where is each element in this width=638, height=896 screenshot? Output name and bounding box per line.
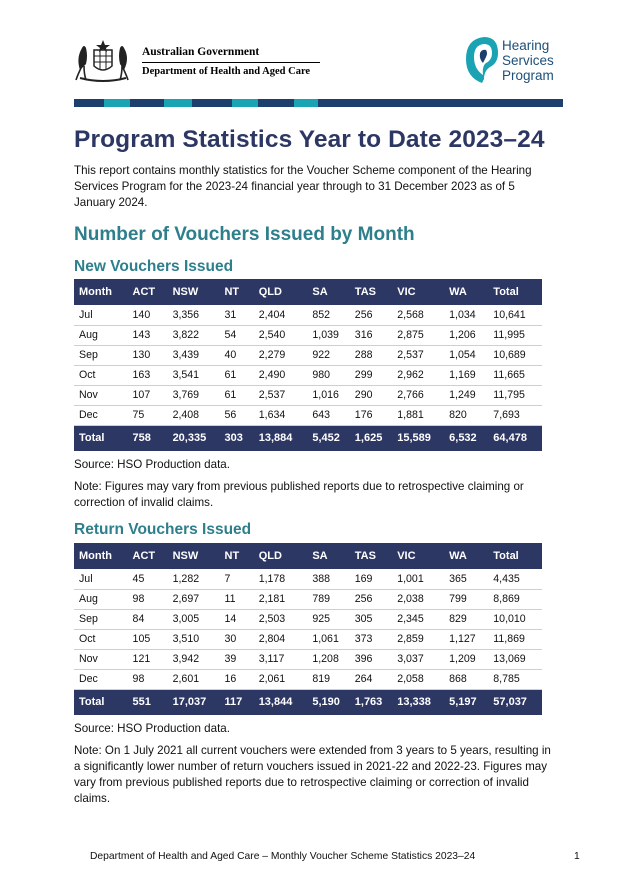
table-cell: 10,010 bbox=[488, 609, 542, 629]
table-cell: 31 bbox=[219, 305, 253, 325]
page-number: 1 bbox=[574, 851, 580, 862]
table-cell: 922 bbox=[307, 345, 349, 365]
table-cell: 365 bbox=[444, 569, 488, 589]
table-cell: 61 bbox=[219, 385, 253, 405]
table-cell: 2,568 bbox=[392, 305, 444, 325]
column-header: WA bbox=[444, 543, 488, 569]
table-cell: 10,641 bbox=[488, 305, 542, 325]
column-header: QLD bbox=[254, 279, 308, 305]
total-cell: 5,197 bbox=[444, 689, 488, 715]
table-cell: 316 bbox=[350, 325, 392, 345]
new-vouchers-table bbox=[74, 279, 542, 451]
total-cell: 13,338 bbox=[392, 689, 444, 715]
table-cell: 2,962 bbox=[392, 365, 444, 385]
table-cell: 1,034 bbox=[444, 305, 488, 325]
table-cell: Dec bbox=[74, 405, 128, 425]
table-cell: 7,693 bbox=[488, 405, 542, 425]
color-bar-segment bbox=[104, 99, 130, 107]
table-cell: 45 bbox=[128, 569, 168, 589]
table-cell: Aug bbox=[74, 325, 128, 345]
column-header: TAS bbox=[350, 279, 392, 305]
table-cell: 107 bbox=[128, 385, 168, 405]
column-header: Total bbox=[488, 279, 542, 305]
table-cell: 2,766 bbox=[392, 385, 444, 405]
table-cell: 3,439 bbox=[168, 345, 220, 365]
footer-text: Department of Health and Aged Care – Monthly Voucher Scheme Statistics 2023–24 bbox=[90, 851, 476, 862]
table-cell: 819 bbox=[307, 669, 349, 689]
color-bar-segment bbox=[164, 99, 192, 107]
table-cell: 820 bbox=[444, 405, 488, 425]
table-cell: 84 bbox=[128, 609, 168, 629]
table-cell: 1,061 bbox=[307, 629, 349, 649]
table-cell: 14 bbox=[220, 609, 254, 629]
table-cell: Oct bbox=[74, 365, 128, 385]
column-header: Total bbox=[488, 543, 542, 569]
table-cell: 1,054 bbox=[444, 345, 488, 365]
total-cell: 5,190 bbox=[307, 689, 349, 715]
table-cell: 3,356 bbox=[168, 305, 220, 325]
table-cell: 11,869 bbox=[488, 629, 542, 649]
table-cell: 290 bbox=[350, 385, 392, 405]
table-cell: 388 bbox=[307, 569, 349, 589]
hearing-services-logo-icon bbox=[462, 33, 502, 87]
table-header-row bbox=[74, 543, 542, 569]
table-cell: 2,503 bbox=[254, 609, 308, 629]
table-cell: 11,995 bbox=[488, 325, 542, 345]
intro-paragraph: This report contains monthly statistics for the Voucher Scheme component of the Hearing Services Program for the 2023-24 financial year through to 31 December 2023 as of 5 January 2024. bbox=[74, 164, 532, 209]
table-cell: 1,016 bbox=[307, 385, 349, 405]
total-cell: 1,763 bbox=[350, 689, 392, 715]
table-cell: 3,037 bbox=[392, 649, 444, 669]
page-title: Program Statistics Year to Date 2023–24 bbox=[74, 126, 545, 153]
table-cell: 30 bbox=[220, 629, 254, 649]
table-cell: 1,881 bbox=[392, 405, 444, 425]
table-cell: 2,804 bbox=[254, 629, 308, 649]
color-bar-segment bbox=[130, 99, 164, 107]
table-cell: 4,435 bbox=[488, 569, 542, 589]
color-bar-segment bbox=[192, 99, 232, 107]
table-row bbox=[74, 345, 542, 365]
return-vouchers-heading: Return Vouchers Issued bbox=[74, 521, 252, 538]
table-cell: 98 bbox=[128, 589, 168, 609]
column-header: Month bbox=[74, 279, 128, 305]
table-cell: 11,795 bbox=[488, 385, 542, 405]
column-header: TAS bbox=[350, 543, 392, 569]
column-header: SA bbox=[307, 279, 349, 305]
table-cell: 1,206 bbox=[444, 325, 488, 345]
table-cell: 140 bbox=[128, 305, 168, 325]
table-cell: 2,697 bbox=[168, 589, 220, 609]
table-row bbox=[74, 669, 542, 689]
table-cell: Sep bbox=[74, 609, 128, 629]
table-row bbox=[74, 609, 542, 629]
table-cell: 11 bbox=[220, 589, 254, 609]
table-cell: Oct bbox=[74, 629, 128, 649]
table-cell: 799 bbox=[444, 589, 488, 609]
table-cell: 1,209 bbox=[444, 649, 488, 669]
total-cell: 551 bbox=[128, 689, 168, 715]
table-cell: 3,942 bbox=[168, 649, 220, 669]
column-header: VIC bbox=[392, 543, 444, 569]
table-cell: 130 bbox=[128, 345, 168, 365]
return-vouchers-source: Source: HSO Production data. bbox=[74, 722, 230, 735]
table-cell: 829 bbox=[444, 609, 488, 629]
return-vouchers-table bbox=[74, 543, 542, 715]
table-row bbox=[74, 365, 542, 385]
wordmark-divider bbox=[142, 62, 320, 63]
table-cell: 3,822 bbox=[168, 325, 220, 345]
table-cell: 2,061 bbox=[254, 669, 308, 689]
table-cell: 1,127 bbox=[444, 629, 488, 649]
return-vouchers-note: Note: On 1 July 2021 all current vouchers were extended from 3 years to 5 years, resulting in a significantly lower number of return vouchers issued in 2021-22 and 2022-23. Figures may vary from previous published reports due to retrospective claiming or correction of invalid claims. bbox=[74, 744, 551, 805]
column-header: VIC bbox=[392, 279, 444, 305]
program-word-1: Hearing bbox=[502, 38, 550, 53]
table-cell: 2,537 bbox=[392, 345, 444, 365]
column-header: SA bbox=[307, 543, 349, 569]
table-cell: 373 bbox=[350, 629, 392, 649]
table-cell: 1,208 bbox=[307, 649, 349, 669]
table-row bbox=[74, 305, 542, 325]
table-header-row bbox=[74, 279, 542, 305]
total-cell: 117 bbox=[220, 689, 254, 715]
table-cell: 11,665 bbox=[488, 365, 542, 385]
table-cell: 852 bbox=[307, 305, 349, 325]
table-cell: 169 bbox=[350, 569, 392, 589]
table-cell: 1,249 bbox=[444, 385, 488, 405]
color-bar-segment bbox=[258, 99, 294, 107]
table-body bbox=[74, 305, 542, 451]
table-cell: 143 bbox=[128, 325, 168, 345]
table-cell: 176 bbox=[350, 405, 392, 425]
total-cell: 20,335 bbox=[168, 425, 220, 451]
table-cell: 2,875 bbox=[392, 325, 444, 345]
table-cell: 305 bbox=[350, 609, 392, 629]
table-cell: 643 bbox=[307, 405, 349, 425]
table-cell: Dec bbox=[74, 669, 128, 689]
table-cell: 56 bbox=[219, 405, 253, 425]
total-cell: 17,037 bbox=[168, 689, 220, 715]
table-cell: 75 bbox=[128, 405, 168, 425]
color-bar-segment bbox=[232, 99, 258, 107]
color-bar-segment bbox=[294, 99, 318, 107]
table-cell: 2,345 bbox=[392, 609, 444, 629]
total-cell: 5,452 bbox=[307, 425, 349, 451]
total-cell: 13,844 bbox=[254, 689, 308, 715]
government-name: Australian Government bbox=[142, 46, 260, 58]
table-cell: 13,069 bbox=[488, 649, 542, 669]
table-cell: 3,117 bbox=[254, 649, 308, 669]
table-cell: 299 bbox=[350, 365, 392, 385]
table-cell: Jul bbox=[74, 305, 128, 325]
table-cell: 1,039 bbox=[307, 325, 349, 345]
new-vouchers-heading: New Vouchers Issued bbox=[74, 258, 234, 275]
table-cell: 1,169 bbox=[444, 365, 488, 385]
table-cell: 121 bbox=[128, 649, 168, 669]
total-cell: 64,478 bbox=[488, 425, 542, 451]
table-row bbox=[74, 649, 542, 669]
column-header: NT bbox=[219, 279, 253, 305]
table-cell: 2,038 bbox=[392, 589, 444, 609]
table-cell: 98 bbox=[128, 669, 168, 689]
table-body bbox=[74, 569, 542, 715]
table-cell: 256 bbox=[350, 305, 392, 325]
table-cell: 2,058 bbox=[392, 669, 444, 689]
table-row bbox=[74, 405, 542, 425]
column-header: WA bbox=[444, 279, 488, 305]
table-cell: 54 bbox=[219, 325, 253, 345]
table-cell: 1,634 bbox=[254, 405, 308, 425]
table-cell: 2,540 bbox=[254, 325, 308, 345]
total-cell: 57,037 bbox=[488, 689, 542, 715]
table-cell: 925 bbox=[307, 609, 349, 629]
column-header: NT bbox=[220, 543, 254, 569]
table-cell: 868 bbox=[444, 669, 488, 689]
coat-of-arms-icon bbox=[72, 36, 134, 84]
table-cell: 7 bbox=[220, 569, 254, 589]
new-vouchers-note: Note: Figures may vary from previous published reports due to retrospective claiming or correction of invalid claims. bbox=[74, 480, 524, 509]
program-word-3: Program bbox=[502, 68, 554, 83]
total-row bbox=[74, 689, 542, 715]
program-word-2: Services bbox=[502, 53, 554, 68]
column-header: QLD bbox=[254, 543, 308, 569]
table-cell: 163 bbox=[128, 365, 168, 385]
table-cell: Nov bbox=[74, 385, 128, 405]
table-cell: 980 bbox=[307, 365, 349, 385]
total-cell: 1,625 bbox=[350, 425, 392, 451]
table-row bbox=[74, 385, 542, 405]
table-cell: 1,001 bbox=[392, 569, 444, 589]
column-header: NSW bbox=[168, 543, 220, 569]
table-cell: 39 bbox=[220, 649, 254, 669]
government-wordmark bbox=[142, 46, 320, 77]
table-cell: 2,859 bbox=[392, 629, 444, 649]
table-cell: 256 bbox=[350, 589, 392, 609]
table-row bbox=[74, 325, 542, 345]
table-row bbox=[74, 569, 542, 589]
table-cell: 61 bbox=[219, 365, 253, 385]
table-cell: 789 bbox=[307, 589, 349, 609]
program-wordmark bbox=[502, 38, 554, 83]
table-cell: 2,408 bbox=[168, 405, 220, 425]
table-cell: Jul bbox=[74, 569, 128, 589]
total-cell: 13,884 bbox=[254, 425, 308, 451]
table-cell: 2,537 bbox=[254, 385, 308, 405]
department-name: Department of Health and Aged Care bbox=[142, 66, 311, 77]
column-header: NSW bbox=[168, 279, 220, 305]
table-cell: 8,785 bbox=[488, 669, 542, 689]
table-cell: 1,178 bbox=[254, 569, 308, 589]
table-cell: 3,769 bbox=[168, 385, 220, 405]
table-cell: 8,869 bbox=[488, 589, 542, 609]
table-cell: Aug bbox=[74, 589, 128, 609]
total-cell: 6,532 bbox=[444, 425, 488, 451]
color-bar-segment bbox=[74, 99, 104, 107]
table-row bbox=[74, 629, 542, 649]
table-cell: 2,181 bbox=[254, 589, 308, 609]
table-cell: 10,689 bbox=[488, 345, 542, 365]
table-cell: 2,601 bbox=[168, 669, 220, 689]
table-row bbox=[74, 589, 542, 609]
column-header: ACT bbox=[128, 279, 168, 305]
table-cell: Nov bbox=[74, 649, 128, 669]
table-cell: 1,282 bbox=[168, 569, 220, 589]
column-header: ACT bbox=[128, 543, 168, 569]
table-cell: 2,279 bbox=[254, 345, 308, 365]
table-cell: 3,541 bbox=[168, 365, 220, 385]
table-cell: 288 bbox=[350, 345, 392, 365]
total-cell: 758 bbox=[128, 425, 168, 451]
new-vouchers-source: Source: HSO Production data. bbox=[74, 458, 230, 471]
table-cell: 2,490 bbox=[254, 365, 308, 385]
table-cell: 3,510 bbox=[168, 629, 220, 649]
table-cell: Sep bbox=[74, 345, 128, 365]
section-heading: Number of Vouchers Issued by Month bbox=[74, 224, 415, 245]
total-cell: 15,589 bbox=[392, 425, 444, 451]
table-cell: 396 bbox=[350, 649, 392, 669]
total-cell: Total bbox=[74, 425, 128, 451]
table-cell: 2,404 bbox=[254, 305, 308, 325]
column-header: Month bbox=[74, 543, 128, 569]
total-cell: 303 bbox=[219, 425, 253, 451]
total-cell: Total bbox=[74, 689, 128, 715]
total-row bbox=[74, 425, 542, 451]
header-color-bar bbox=[74, 99, 563, 107]
color-bar-segment bbox=[318, 99, 563, 107]
page-header bbox=[0, 0, 638, 110]
table-cell: 40 bbox=[219, 345, 253, 365]
table-cell: 3,005 bbox=[168, 609, 220, 629]
table-cell: 264 bbox=[350, 669, 392, 689]
table-cell: 16 bbox=[220, 669, 254, 689]
table-cell: 105 bbox=[128, 629, 168, 649]
